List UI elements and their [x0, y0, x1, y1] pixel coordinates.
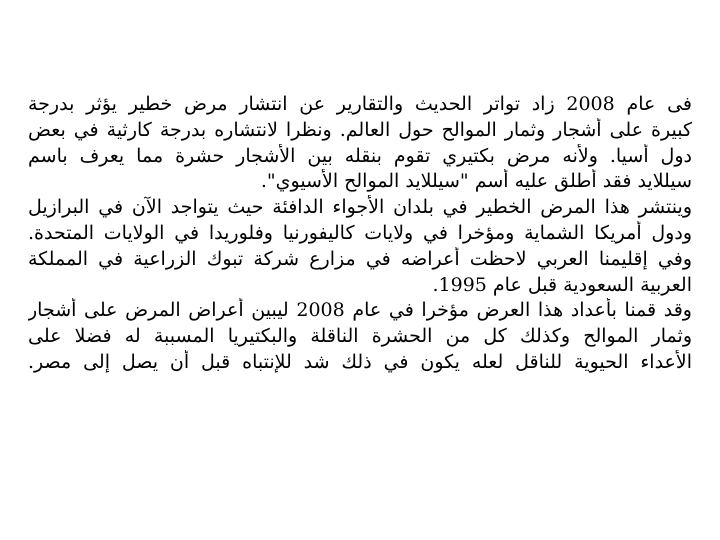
text-line-10: وثمار الموالح وكذلك كل من الحشرة الناقلة والبكتيريا المسببة له فضلا على [28, 325, 692, 348]
text-line-7: وفي إقليمنا العربي لاحظت أعراضه في مزارع شركة تبوك الزراعية في المملكة [28, 247, 692, 270]
body-text [28, 92, 692, 376]
text-line-8: العربية السعودية قبل عام 1995. [432, 273, 692, 296]
text-line-3: دول أسيا. ولأنه مرض بكتيري تقوم بنقله بين الأشجار حشرة مما يعرف باسم [28, 144, 692, 167]
text-line-6: ودول أمريكا الشماية ومؤخرا في ولايات كاليفورنيا وفلوريدا في الولايات المتحدة. [28, 221, 692, 244]
text-line-1: فى عام 2008 زاد تواتر الحديث والتقارير عن انتشار مرض خطير يؤثر بدرجة [28, 93, 692, 115]
text-line-2: كبيرة على أشجار وثمار الموالح حول العالم. ونظرا لانتشاره بدرجة كارثية في بعض [28, 118, 692, 141]
text-line-11: الأعداء الحيوية للناقل لعله يكون في ذلك شد للإنتباه قبل أن يصل إلى مصر. [28, 350, 692, 373]
text-line-9: وقد قمنا بأعداد هذا العرض مؤخرا في عام 2008 ليبين أعراض المرض على أشجار [28, 299, 692, 322]
text-line-4: سيللايد فقد أطلق عليه أسم "سيللايد الموالح الأسيوي". [260, 170, 692, 193]
text-line-5: وينتشر هذا المرض الخطير في بلدان الأجواء الدافئة حيث يتواجد الآن في البرازيل [28, 196, 692, 219]
